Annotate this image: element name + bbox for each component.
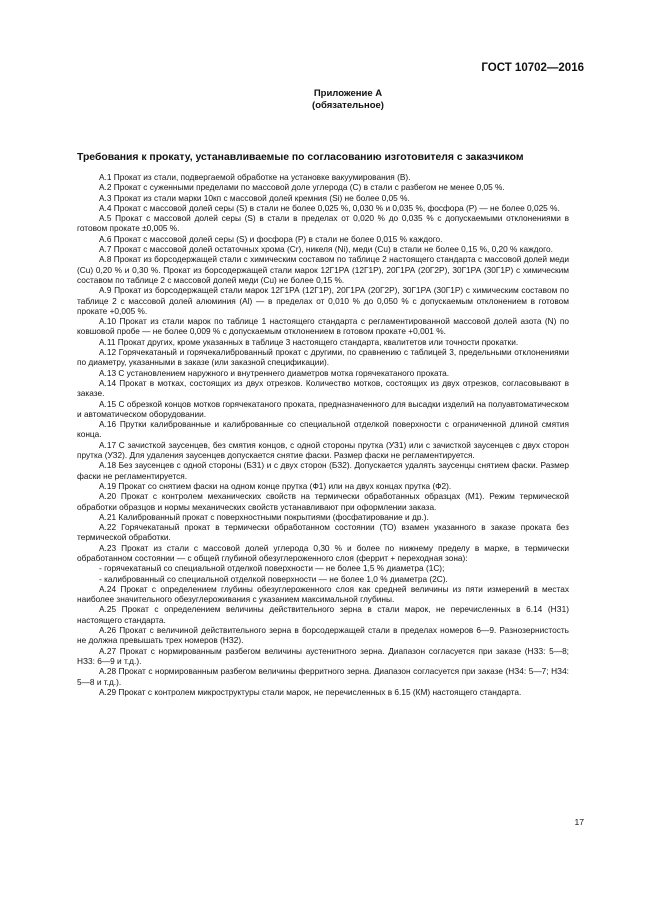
requirement-paragraph: А.29 Прокат с контролем микроструктуры стали марок, не перечисленных в 6.15 (КМ) настоящего стандарта. — [99, 686, 522, 697]
requirement-paragraph: А.10 Прокат из стали марок по таблице 1 настоящего стандарта с регламентированной массовой долей азота (N) по ковшовой пробе — не более 0,009 % с допускаемым отклонением в готовом прокате +0,001 %. — [77, 316, 569, 337]
requirement-paragraph: - калиброванный со специальной отделкой поверхности — не более 1,0 % диаметра (2С). — [99, 573, 448, 584]
requirements-list — [77, 172, 569, 697]
annex-status: (обязательное) — [312, 100, 384, 111]
requirement-paragraph: А.19 Прокат со снятием фаски на одном конце прутка (Ф1) или на двух концах прутка (Ф2). — [99, 480, 452, 491]
page-number: 17 — [574, 817, 584, 827]
requirement-paragraph: А.16 Прутки калиброванные и калиброванные со специальной отделкой поверхности с ограниченной длиной смятия конца. — [77, 419, 569, 440]
annex-header — [0, 88, 646, 112]
requirement-paragraph: А.9 Прокат из борсодержащей стали марок 12Г1РА (12Г1Р), 20Г1РА (20Г2Р), 30Г1РА (30Г1Р) с химическим составом по таблице 2 с массовой долей алюминия (Al) — в пределах от 0,010 % до 0,050 % с допускаемым отклонением в готовом прокате +0,005 %. — [77, 285, 569, 316]
requirement-paragraph: А.4 Прокат с массовой долей серы (S) в стали не более 0,025 %, 0,030 % и 0,035 %, фосфора (Р) — не более 0,025 %. — [99, 202, 560, 213]
requirement-paragraph: А.13 С установлением наружного и внутреннего диаметров мотка горячекатаного проката. — [99, 367, 450, 378]
requirement-paragraph: А.7 Прокат с массовой долей остаточных хрома (Cr), никеля (Ni), меди (Cu) в стали не более 0,15 %, 0,20 % каждого. — [99, 244, 553, 255]
requirement-paragraph: А.6 Прокат с массовой долей серы (S) и фосфора (Р) в стали не более 0,015 % каждого. — [99, 233, 443, 244]
requirement-paragraph: А.2 Прокат с суженными пределами по массовой доле углерода (С) в стали с разбегом не менее 0,05 %. — [99, 182, 505, 193]
requirement-paragraph: А.24 Прокат с определением глубины обезуглероженного слоя как средней величины из пяти измерений в местах наиболее значительного обезуглероживания с указанием максимальной глубины. — [77, 583, 569, 605]
requirement-paragraph: А.21 Калиброванный прокат с поверхностными покрытиями (фосфатирование и др.). — [99, 511, 429, 522]
standard-designation: ГОСТ 10702—2016 — [481, 62, 584, 74]
annex-title: Приложение А — [313, 88, 383, 99]
requirement-paragraph: А.23 Прокат из стали с массовой долей углерода 0,30 % и более по нижнему пределу в марке, в термически обработанном состоянии — с общей глубиной обезуглероженного слоя (феррит + переходная зона): — [77, 542, 569, 563]
section-heading: Требования к прокату, устанавливаемые по согласованию изготовителя с заказчиком — [77, 152, 524, 163]
requirement-paragraph: А.20 Прокат с контролем механических свойств на термически обработанных образцах (М1). Режим термической обработки образцов и нормы механических свойств устанавливают при оформлении заказа. — [77, 491, 569, 512]
requirement-paragraph: - горячекатаный со специальной отделкой поверхности — не более 1,5 % диаметра (1С); — [99, 563, 445, 574]
requirement-paragraph: А.15 С обрезкой концов мотков горячекатаного проката, предназначенного для высадки изделий на полуавтоматическом и автоматическом оборудовании. — [77, 398, 569, 419]
requirement-paragraph: А.22 Горячекатаный прокат в термически обработанном состоянии (ТО) взамен указанного в заказе проката без термической обработки. — [77, 522, 569, 543]
requirement-paragraph: А.25 Прокат с определением величины действительного зерна в стали марок, не перечисленных в 6.14 (НЗ1) настоящего стандарта. — [77, 604, 569, 625]
requirement-paragraph: А.3 Прокат из стали марки 10кп с массовой долей кремния (Si) не более 0,05 %. — [99, 192, 410, 203]
requirement-paragraph: А.11 Прокат других, кроме указанных в таблице 3 настоящего стандарта, квалитетов или точности прокатки. — [99, 336, 519, 347]
requirement-paragraph: А.18 Без заусенцев с одной стороны (БЗ1) и с двух сторон (БЗ2). Допускается удалять заусенцы снятием фаски. Размер фаски не регламентируется. — [77, 460, 569, 481]
requirement-paragraph: А.5 Прокат с массовой долей серы (S) в стали в пределах от 0,020 % до 0,035 % с допускаемыми отклонениями в готовом прокате ±0,005 %. — [77, 213, 569, 234]
requirement-paragraph: А.27 Прокат с нормированным разбегом величины аустенитного зерна. Диапазон согласуется при заказе (НЗ3: 5—8; НЗ3: 6—9 и т.д.). — [77, 645, 569, 666]
requirement-paragraph: А.1 Прокат из стали, подвергаемой обработке на установке вакуумирования (В). — [99, 172, 411, 182]
requirement-paragraph: А.28 Прокат с нормированным разбегом величины ферритного зерна. Диапазон согласуется при заказе (НЗ4: 5—7; НЗ4: 5—8 и т.д.). — [77, 666, 569, 687]
requirement-paragraph: А.14 Прокат в мотках, состоящих из двух отрезков. Количество мотков, состоящих из двух отрезков, согласовывают в заказе. — [77, 377, 569, 399]
requirement-paragraph: А.17 С зачисткой заусенцев, без смятия концов, с одной стороны прутка (УЗ1) или с зачисткой заусенцев с двух сторон прутка (УЗ2). Для удаления заусенцев допускается снятие фаски. Размер фаски не регламентируется. — [77, 439, 569, 461]
requirement-paragraph: А.12 Горячекатаный и горячекалиброванный прокат с другими, по сравнению с таблицей 3, предельными отклонениями по диаметру, указанными в заказе (или заказной спецификации). — [77, 347, 569, 368]
requirement-paragraph: А.26 Прокат с величиной действительного зерна в борсодержащей стали в пределах номеров 6—9. Разнозернистость не должна превышать трех номеров (НЗ2). — [77, 625, 569, 646]
requirement-paragraph: А.8 Прокат из борсодержащей стали с химическим составом по таблице 2 настоящего стандарта с массовой долей меди (Cu) 0,20 % и 0,30 %. Прокат из борсодержащей стали марок 12Г1РА (12Г1Р), 20Г1РА (20Г2Р), 30Г1РА (30Г1Р) с химическим составом по таблице 2 с массовой долей меди (Cu) не более 0,15 %. — [77, 254, 569, 285]
